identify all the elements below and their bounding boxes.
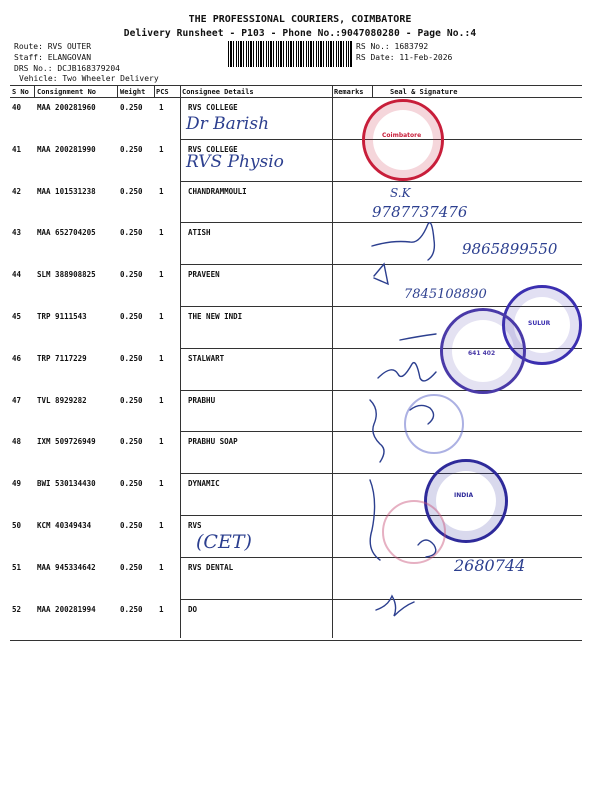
row-consignment: TRP 9111543 — [37, 312, 87, 321]
row-pcs: 1 — [159, 228, 164, 238]
row-weight: 0.250 — [120, 228, 143, 238]
row-sno: 47 — [12, 395, 22, 405]
row-sno: 51 — [12, 562, 22, 572]
row-pcs: 1 — [159, 144, 164, 154]
row-consignment: MAA 652704205 — [37, 228, 96, 238]
row-sno: 49 — [12, 479, 22, 489]
insurance-stamp-text: SULUR — [528, 320, 551, 327]
dynamic-stamp-text: INDIA — [454, 492, 474, 499]
row-pcs: 1 — [159, 103, 164, 112]
row-weight: 0.250 — [120, 437, 143, 447]
col-header-consignment: Consignment No — [37, 88, 97, 96]
blue-faint-stamp — [404, 394, 464, 454]
row-consignment: MAA 200281994 — [37, 604, 96, 614]
row-consignment: MAA 101531238 — [37, 186, 96, 196]
row-pcs: 1 — [159, 604, 164, 614]
row-consignee: STALWART — [188, 353, 225, 363]
col-header-weight: Weight — [120, 88, 146, 96]
faint-red-stamp — [382, 500, 446, 564]
row-consignment: SLM 388908825 — [37, 270, 96, 280]
row-sno: 43 — [12, 228, 22, 238]
handwriting-row42-phone: 9787737476 — [372, 203, 468, 221]
row-sno: 40 — [12, 103, 22, 112]
row-consignee: RVS COLLEGE — [188, 103, 238, 112]
handwriting-row40: Dr Barish — [186, 114, 270, 134]
row-sno: 52 — [12, 604, 22, 614]
rvs-college-stamp — [362, 99, 444, 181]
row-consignment: IXM 509726949 — [37, 437, 96, 447]
row-weight: 0.250 — [120, 312, 143, 321]
row-pcs: 1 — [159, 521, 164, 530]
row-weight: 0.250 — [120, 270, 143, 280]
stalwart-stamp-text: 641 402 — [468, 350, 496, 357]
row-weight: 0.250 — [120, 479, 143, 489]
row-consignee: RVS — [188, 521, 202, 530]
row-pcs: 1 — [159, 270, 164, 280]
row-consignee: PRABHU SOAP — [188, 437, 238, 447]
row-weight: 0.250 — [120, 103, 143, 112]
col-header-pcs: PCS — [156, 88, 169, 96]
row-sno: 50 — [12, 521, 22, 530]
row-consignee: ATISH — [188, 228, 211, 238]
row-consignment: MAA 945334642 — [37, 562, 96, 572]
row-pcs: 1 — [159, 562, 164, 572]
handwriting-row42-sig: S.K — [390, 186, 411, 200]
row-consignment: MAA 200281960 — [37, 103, 96, 112]
row-pcs: 1 — [159, 186, 164, 196]
row-sno: 41 — [12, 144, 22, 154]
row-pcs: 1 — [159, 312, 164, 321]
row-weight: 0.250 — [120, 604, 143, 614]
handwriting-row51-phone: 2680744 — [454, 556, 526, 575]
row-sno: 45 — [12, 312, 22, 321]
row-weight: 0.250 — [120, 186, 143, 196]
row-weight: 0.250 — [120, 144, 143, 154]
route-label: Route: RVS OUTER — [14, 42, 92, 51]
handwriting-row44-phone: 7845108890 — [404, 287, 487, 302]
row-pcs: 1 — [159, 353, 164, 363]
row-consignee: RVS DENTAL — [188, 562, 234, 572]
row-sno: 42 — [12, 186, 22, 196]
row-weight: 0.250 — [120, 353, 143, 363]
row-sno: 48 — [12, 437, 22, 447]
handwriting-row41: RVS Physio — [186, 152, 284, 172]
row-consignee: PRAVEEN — [188, 270, 220, 280]
row-consignee: DYNAMIC — [188, 479, 220, 489]
vehicle-label: Vehicle: Two Wheeler Delivery — [19, 74, 159, 83]
row-weight: 0.250 — [120, 395, 143, 405]
row-consignee: PRABHU — [188, 395, 216, 405]
col-header-consignee: Consignee Details — [182, 88, 254, 96]
runsheet-subtitle: Delivery Runsheet - P103 - Phone No.:9047080280 - Page No.:4 — [123, 28, 477, 39]
drs-label: DRS No.: DCJB168379204 — [14, 64, 120, 73]
row-consignment: MAA 200281990 — [37, 144, 96, 154]
row-consignment: TVL 8929282 — [37, 395, 87, 405]
row-consignment: KCM 40349434 — [37, 521, 92, 530]
row-consignee: RVS COLLEGE — [188, 144, 238, 154]
row-sno: 44 — [12, 270, 22, 280]
row-weight: 0.250 — [120, 521, 143, 530]
row-pcs: 1 — [159, 395, 164, 405]
row-pcs: 1 — [159, 479, 164, 489]
row-pcs: 1 — [159, 437, 164, 447]
handwriting-row43-phone: 9865899550 — [462, 240, 558, 258]
col-header-sno: S No — [12, 88, 29, 96]
staff-label: Staff: ELANGOVAN — [14, 53, 92, 62]
runsheet-title: THE PROFESSIONAL COURIERS, COIMBATORE — [188, 14, 412, 25]
row-consignee: DO — [188, 604, 198, 614]
row-weight: 0.250 — [120, 562, 143, 572]
row-consignment: TRP 7117229 — [37, 353, 87, 363]
row-consignee: THE NEW INDI — [188, 312, 243, 321]
rvs-stamp-text: Coimbatore — [382, 132, 422, 139]
rs-date: RS Date: 11-Feb-2026 — [356, 53, 453, 62]
row-consignee: CHANDRAMMOULI — [188, 186, 247, 196]
rs-number: RS No.: 1683792 — [356, 42, 429, 51]
row-sno: 46 — [12, 353, 22, 363]
row-consignment: BWI 530134430 — [37, 479, 96, 489]
handwriting-row50: (CET) — [196, 531, 252, 553]
col-header-seal: Seal & Signature — [390, 88, 458, 96]
col-header-remarks: Remarks — [334, 88, 364, 96]
